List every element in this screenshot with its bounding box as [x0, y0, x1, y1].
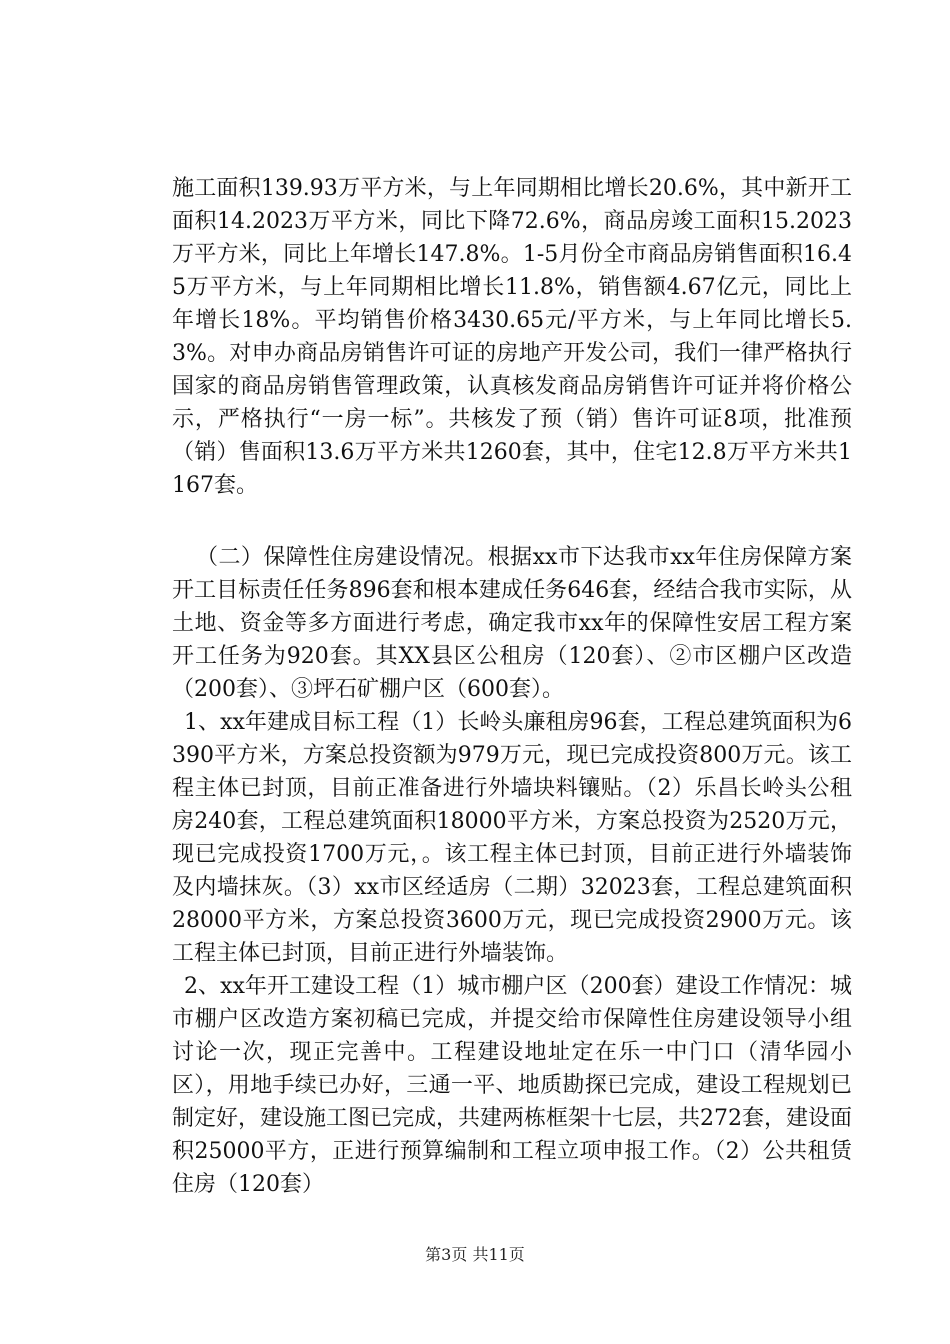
page-number-footer: 第3页 共11页 — [425, 1245, 525, 1264]
paragraph-affordable-housing: （二）保障性住房建设情况。根据xx市下达我市xx年住房保障方案开工目标责任任务896套和根本建成任务646套，经结合我市实际，从土地、资金等多方面进行考虑，确定我市xx年的保障性安居工程方案开工任务为920套。其XX县区公租房（120套）、②市区棚户区改造（200套）、③坪石矿棚户区（600套）。 — [172, 545, 852, 702]
paragraph-new-construction: 2、xx年开工建设工程（1）城市棚户区（200套）建设工作情况：城市棚户区改造方案初稿已完成，并提交给市保障性住房建设领导小组讨论一次，现正完善中。工程建设地址定在乐一中门口（清华园小区），用地手续已办好，三通一平、地质勘探已完成，建设工程规划已制定好，建设施工图已完成，共建两栋框架十七层，共272套，建设面积25000平方，正进行预算编制和工程立项申报工作。（2）公共租赁住房（120套） — [172, 974, 852, 1197]
paragraph-commercial-housing: 施工面积139.93万平方米，与上年同期相比增长20.6%，其中新开工面积14.2023万平方米，同比下降72.6%，商品房竣工面积15.2023万平方米，同比上年增长147.8%。1-5月份全市商品房销售面积16.45万平方米，与上年同期相比增长11.8%，销售额4.67亿元，同比上年增长18%。平均销售价格3430.65元/平方米，与上年同比增长5.3%。对申办商品房销售许可证的房地产开发公司，我们一律严格执行国家的商品房销售管理政策，认真核发商品房销售许可证并将价格公示，严格执行“一房一标”。共核发了预（销）售许可证8项，批准预（销）售面积13.6万平方米共1260套，其中，住宅12.8万平方米共1167套。 — [172, 176, 852, 498]
paragraph-completed-projects: 1、xx年建成目标工程（1）长岭头廉租房96套，工程总建筑面积为6390平方米，方案总投资额为979万元，现已完成投资800万元。该工程主体已封顶，目前正准备进行外墙块料镶贴。（2）乐昌长岭头公租房240套，工程总建筑面积18000平方米，方案总投资为2520万元，现已完成投资1700万元，。该工程主体已封顶，目前正进行外墙装饰及内墙抹灰。（3）xx市区经适房（二期）32023套，工程总建筑面积28000平方米，方案总投资3600万元，现已完成投资2900万元。该工程主体已封顶，目前正进行外墙装饰。 — [172, 710, 852, 966]
document-body — [172, 172, 852, 1201]
